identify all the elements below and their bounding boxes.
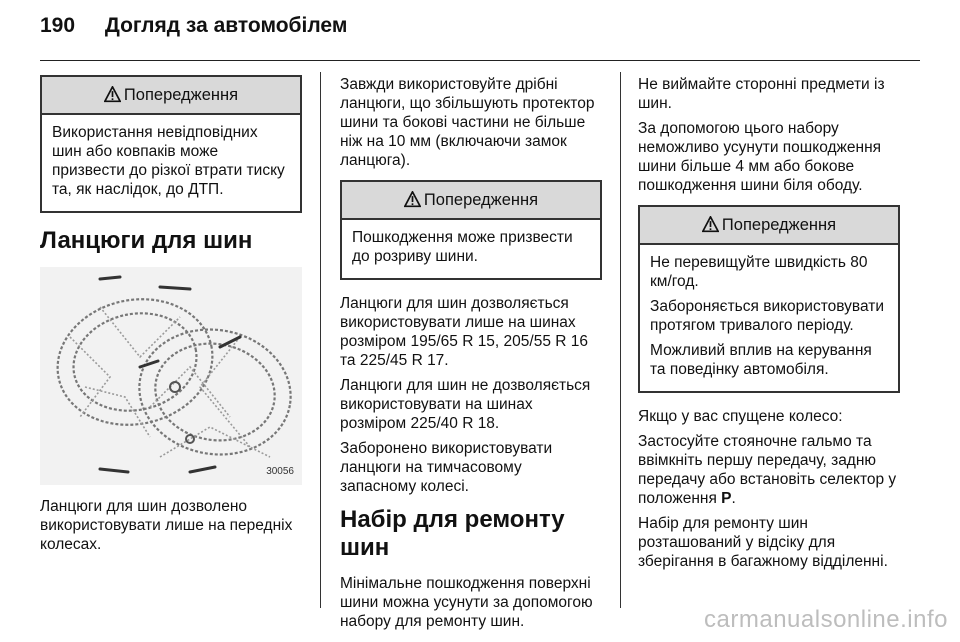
paragraph: Якщо у вас спущене колесо: (638, 408, 843, 425)
warning-icon (404, 191, 421, 208)
warning-box-2 (340, 180, 602, 280)
warning-text: Не перевищуйте швидкість 80 км/год. (650, 254, 868, 290)
warning-header (42, 77, 300, 115)
warning-body (342, 220, 600, 278)
warning-icon (104, 86, 121, 103)
gear-position-label: P (721, 490, 732, 507)
paragraph-text-end: . (731, 490, 736, 507)
paragraph-text: Застосуйте стояночне гальмо та ввімкніть першу передачу, задню передачу або встановіть селектор у положення (638, 433, 897, 507)
column-divider-1 (320, 72, 321, 608)
section-title: Догляд за автомобілем (104, 14, 348, 37)
paragraph: За допомогою цього набору неможливо усунути пошкодження шини більше 4 мм або бокове пошкодження шини біля ободу. (638, 120, 882, 194)
tire-chain-image (40, 267, 302, 485)
warning-label: Попередження (423, 191, 539, 209)
paragraph: Ланцюги для шин дозволено використовувати лише на передніх колесах. (40, 498, 293, 553)
header-divider (40, 60, 920, 61)
warning-label: Попередження (123, 86, 239, 104)
page-header (40, 14, 347, 38)
warning-box-3 (638, 205, 900, 393)
heading-tire-repair-kit: Набір для ремонту шин (340, 506, 565, 561)
column-1 (40, 75, 302, 560)
warning-header (342, 182, 600, 220)
warning-icon (702, 216, 719, 233)
column-2 (340, 75, 602, 637)
warning-label: Попередження (721, 216, 837, 234)
warning-text: Можливий вплив на керування та поведінку автомобіля. (650, 342, 872, 378)
watermark: carmanualsonline.info (704, 606, 948, 633)
paragraph: Ланцюги для шин не дозволяється використовувати на шинах розміром 225/40 R 18. (340, 377, 591, 432)
warning-text: Використання невідповідних шин або ковпаків може призвести до різкої втрати тиску та, як наслідок, до ДТП. (52, 124, 285, 198)
figure-number: 30056 (266, 466, 294, 477)
page-number: 190 (40, 14, 76, 37)
warning-text: Пошкодження може призвести до розриву шини. (352, 229, 573, 265)
heading-tire-chains: Ланцюги для шин (40, 227, 253, 254)
tire-chain-illustration (40, 267, 302, 485)
paragraph: Набір для ремонту шин розташований у відсіку для зберігання в багажному відділенні. (638, 515, 888, 570)
paragraph: Мінімальне пошкодження поверхні шини можна усунути за допомогою набору для ремонту шин. (340, 575, 593, 630)
paragraph: Завжди використовуйте дрібні ланцюги, що збільшують протектор шини та бокові частини не більше ніж на 10 мм (включаючи замок ланцюга). (340, 76, 595, 169)
paragraph: Ланцюги для шин дозволяється використовувати лише на шинах розміром 195/65 R 15, 205/55 R 16 та 225/45 R 17. (340, 295, 588, 369)
paragraph: Не виймайте сторонні предмети із шин. (638, 76, 885, 112)
paragraph: Заборонено використовувати ланцюги на тимчасовому запасному колесі. (340, 440, 553, 495)
warning-header (640, 207, 898, 245)
column-3 (638, 75, 900, 577)
warning-text: Забороняється використовувати протягом тривалого періоду. (650, 298, 884, 334)
paragraph (638, 432, 900, 508)
warning-body (42, 115, 300, 211)
warning-box-1 (40, 75, 302, 213)
column-divider-2 (620, 72, 621, 608)
warning-body (640, 245, 898, 391)
